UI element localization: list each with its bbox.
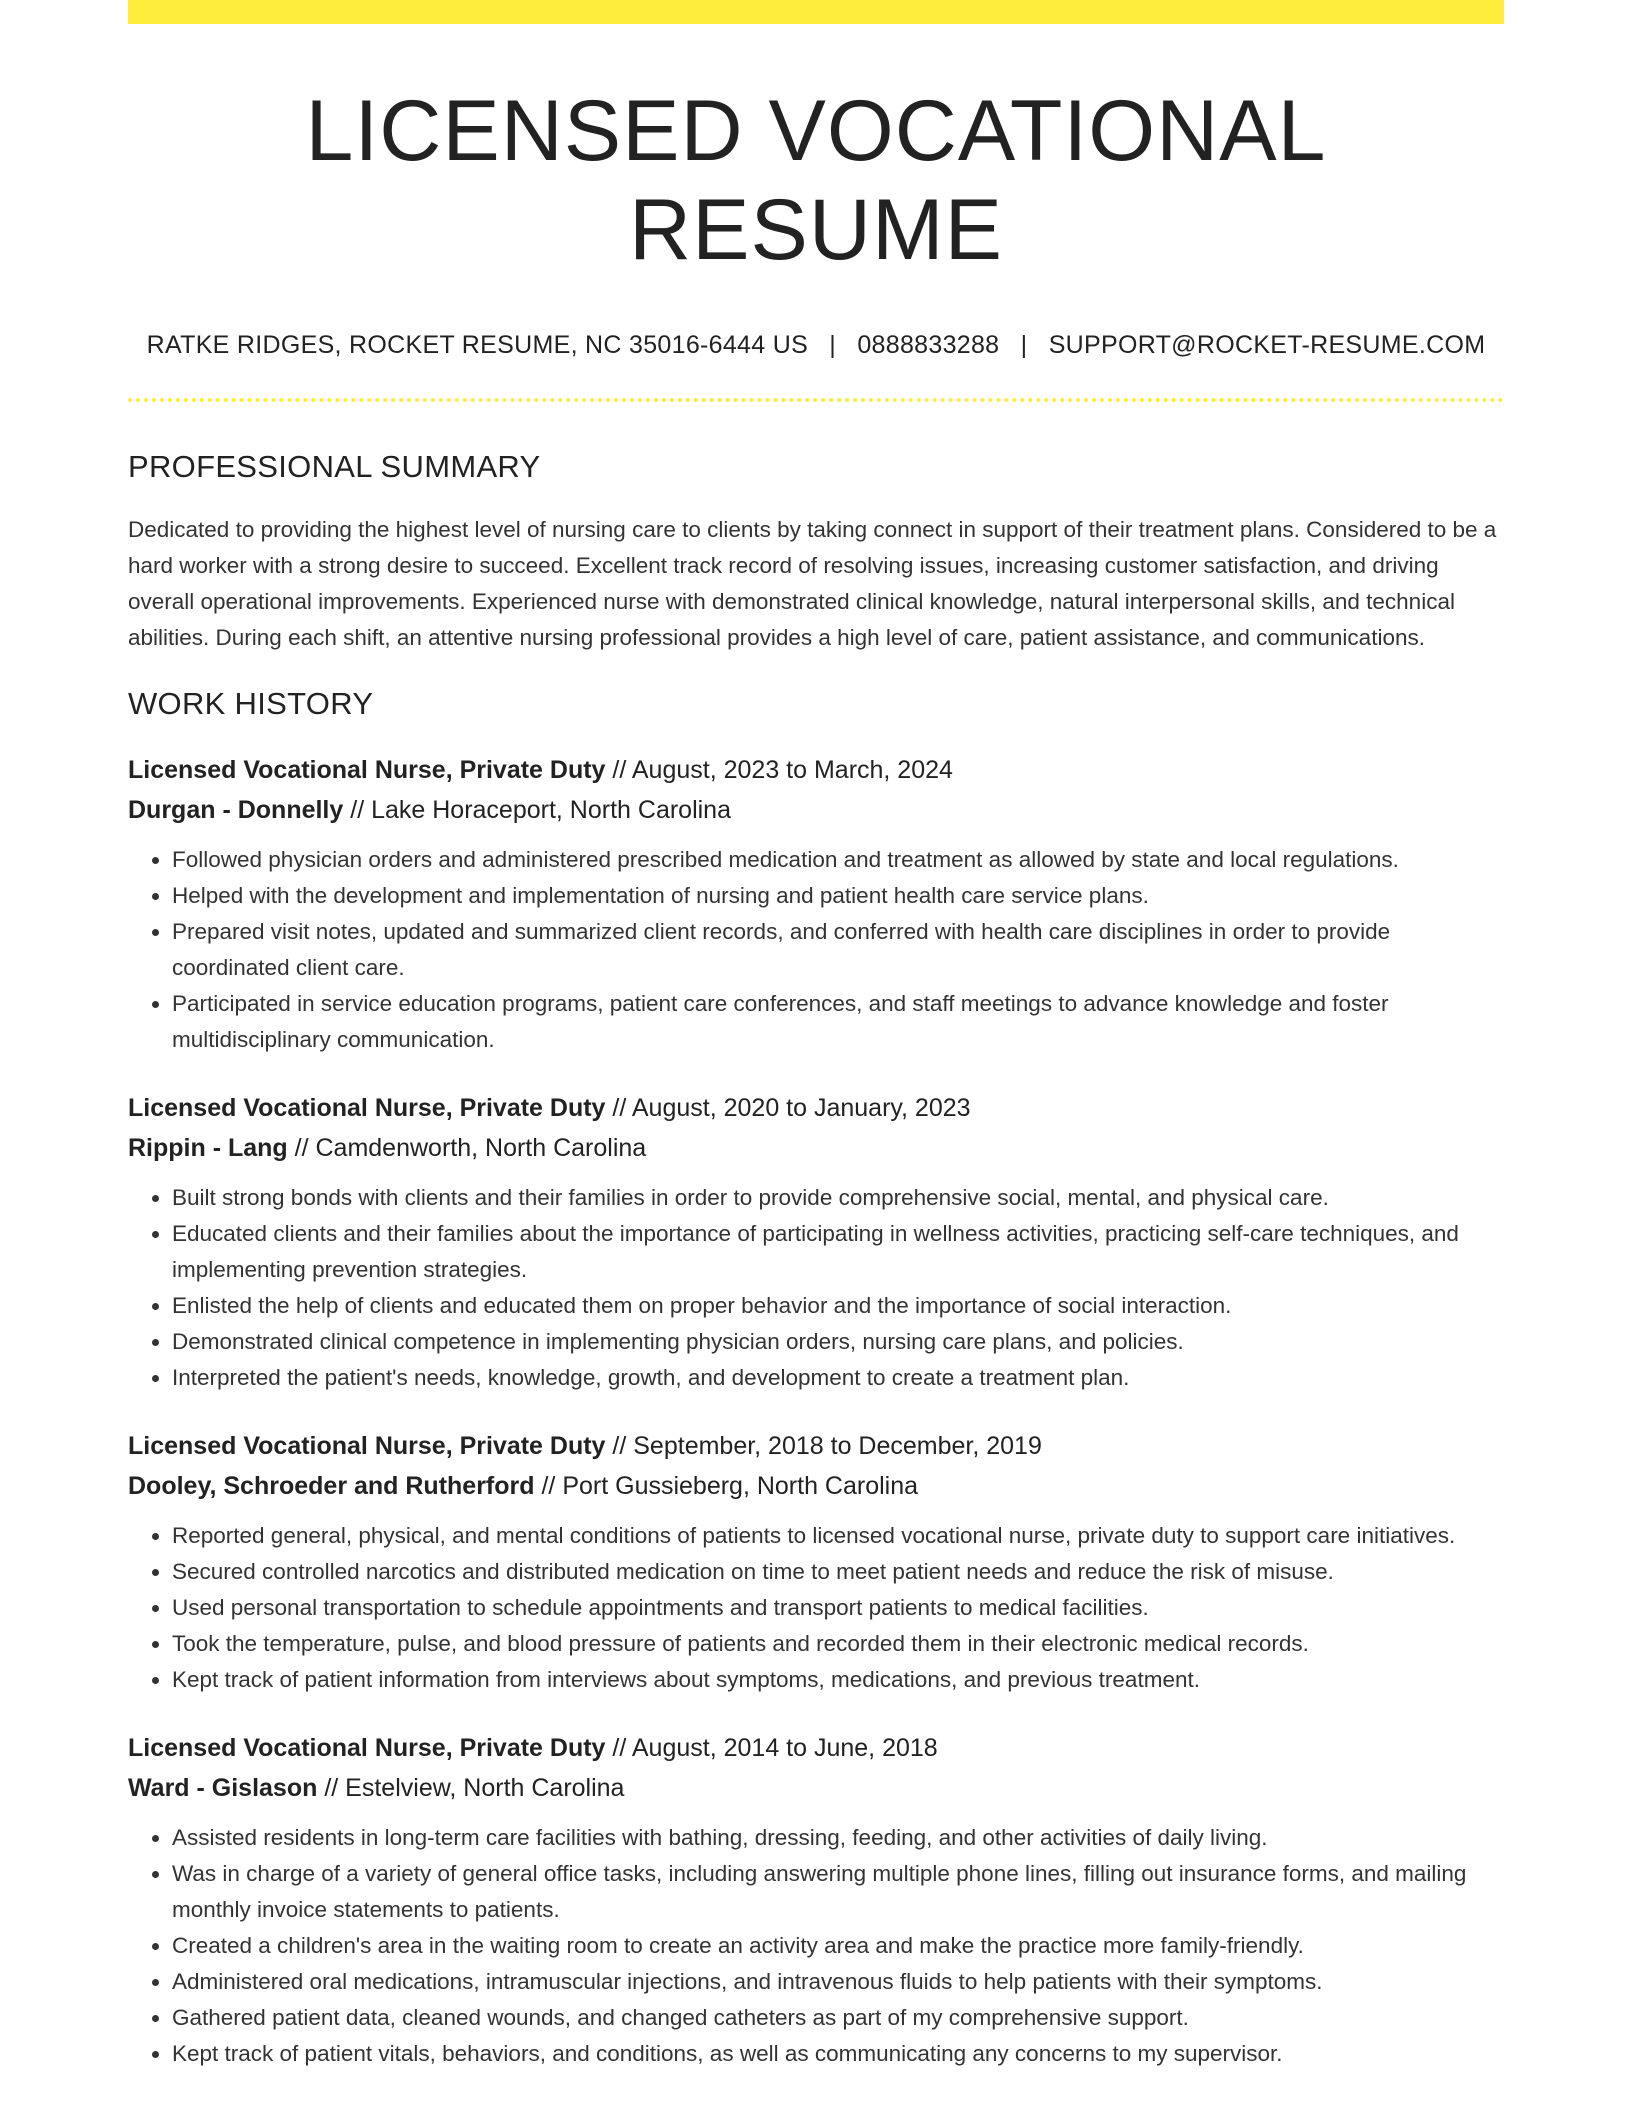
job-bullet: • Followed physician orders and administered prescribed medication and treatment as allowed by state and local regulations. bbox=[172, 842, 1504, 878]
job-company: Dooley, Schroeder and Rutherford bbox=[128, 1471, 535, 1500]
summary-text: Dedicated to providing the highest level of nursing care to clients by taking connect in support of their treatment plans. Considered to be a hard worker with a strong desire to succeed. Excellent track record of resolving issues, increasing customer satisfaction, and driving overall operational improvements. Experienced nurse with demonstrated clinical knowledge, natural interpersonal skills, and technical abilities. During each shift, an attentive nursing professional provides a high level of care, patient assistance, and communications. bbox=[128, 516, 1497, 650]
job-company: Ward - Gislason bbox=[128, 1773, 318, 1802]
job-entry bbox=[128, 1088, 1504, 1396]
job-company: Durgan - Donnelly bbox=[128, 795, 344, 824]
job-bullet: • Participated in service education programs, patient care conferences, and staff meetings to advance knowledge and foster multidisciplinary communication. bbox=[172, 986, 1504, 1058]
job-company-line bbox=[128, 1128, 1504, 1168]
contact-separator: | bbox=[1020, 330, 1028, 359]
job-bullet: • Helped with the development and implementation of nursing and patient health care service plans. bbox=[172, 878, 1504, 914]
dotted-divider bbox=[128, 398, 1504, 402]
job-dates: // August, 2014 to June, 2018 bbox=[612, 1733, 938, 1762]
job-dates: // August, 2020 to January, 2023 bbox=[612, 1093, 971, 1122]
work-history-heading: WORK HISTORY bbox=[128, 685, 374, 721]
job-bullet: • Kept track of patient vitals, behaviors, and conditions, as well as communicating any concerns to my supervisor. bbox=[172, 2036, 1504, 2072]
job-company-line bbox=[128, 1466, 1504, 1506]
job-title-line bbox=[128, 750, 1504, 790]
job-bullet-list bbox=[128, 1820, 1504, 2072]
job-entry bbox=[128, 1426, 1504, 1698]
contact-phone: 0888833288 bbox=[857, 330, 1000, 359]
contact-email: SUPPORT@ROCKET-RESUME.COM bbox=[1048, 330, 1486, 359]
job-bullet: • Was in charge of a variety of general office tasks, including answering multiple phone lines, filling out insurance forms, and mailing monthly invoice statements to patients. bbox=[172, 1856, 1504, 1928]
job-location: // Camdenworth, North Carolina bbox=[294, 1133, 647, 1162]
job-title-line bbox=[128, 1426, 1504, 1466]
job-bullet: • Took the temperature, pulse, and blood pressure of patients and recorded them in their electronic medical records. bbox=[172, 1626, 1504, 1662]
summary-heading: PROFESSIONAL SUMMARY bbox=[128, 448, 541, 484]
job-location: // Estelview, North Carolina bbox=[324, 1773, 625, 1802]
job-title-line bbox=[128, 1088, 1504, 1128]
job-title: Licensed Vocational Nurse, Private Duty bbox=[128, 755, 606, 784]
job-company-line bbox=[128, 790, 1504, 830]
job-bullet-list bbox=[128, 1518, 1504, 1698]
work-history-list bbox=[128, 750, 1504, 2072]
job-bullet: • Prepared visit notes, updated and summarized client records, and conferred with health care disciplines in order to provide coordinated client care. bbox=[172, 914, 1504, 986]
resume-title: LICENSED VOCATIONAL RESUME bbox=[305, 83, 1327, 278]
job-company: Rippin - Lang bbox=[128, 1133, 288, 1162]
job-bullet: • Reported general, physical, and mental conditions of patients to licensed vocational nurse, private duty to support care initiatives. bbox=[172, 1518, 1504, 1554]
job-bullet-list bbox=[128, 1180, 1504, 1396]
job-bullet: • Used personal transportation to schedule appointments and transport patients to medical facilities. bbox=[172, 1590, 1504, 1626]
job-dates: // September, 2018 to December, 2019 bbox=[612, 1431, 1042, 1460]
job-bullet-list bbox=[128, 842, 1504, 1058]
job-bullet: • Educated clients and their families about the importance of participating in wellness activities, practicing self-care techniques, and implementing prevention strategies. bbox=[172, 1216, 1504, 1288]
job-bullet: • Gathered patient data, cleaned wounds, and changed catheters as part of my comprehensive support. bbox=[172, 2000, 1504, 2036]
contact-separator: | bbox=[829, 330, 837, 359]
resume-page bbox=[128, 0, 1504, 2072]
job-bullet: • Interpreted the patient's needs, knowledge, growth, and development to create a treatment plan. bbox=[172, 1360, 1504, 1396]
job-bullet: • Assisted residents in long-term care facilities with bathing, dressing, feeding, and other activities of daily living. bbox=[172, 1820, 1504, 1856]
job-title: Licensed Vocational Nurse, Private Duty bbox=[128, 1431, 606, 1460]
job-bullet: • Created a children's area in the waiting room to create an activity area and make the practice more family-friendly. bbox=[172, 1928, 1504, 1964]
job-company-line bbox=[128, 1768, 1504, 1808]
job-entry bbox=[128, 1728, 1504, 2072]
contact-address: RATKE RIDGES, ROCKET RESUME, NC 35016-6444 US bbox=[146, 330, 809, 359]
contact-line bbox=[128, 330, 1504, 360]
job-location: // Lake Horaceport, North Carolina bbox=[350, 795, 731, 824]
job-entry bbox=[128, 750, 1504, 1058]
job-bullet: • Kept track of patient information from interviews about symptoms, medications, and previous treatment. bbox=[172, 1662, 1504, 1698]
job-bullet: • Administered oral medications, intramuscular injections, and intravenous fluids to help patients with their symptoms. bbox=[172, 1964, 1504, 2000]
job-bullet: • Built strong bonds with clients and their families in order to provide comprehensive social, mental, and physical care. bbox=[172, 1180, 1504, 1216]
job-bullet: • Enlisted the help of clients and educated them on proper behavior and the importance of social interaction. bbox=[172, 1288, 1504, 1324]
job-bullet: • Secured controlled narcotics and distributed medication on time to meet patient needs and reduce the risk of misuse. bbox=[172, 1554, 1504, 1590]
job-dates: // August, 2023 to March, 2024 bbox=[612, 755, 953, 784]
job-title: Licensed Vocational Nurse, Private Duty bbox=[128, 1093, 606, 1122]
job-title: Licensed Vocational Nurse, Private Duty bbox=[128, 1733, 606, 1762]
accent-bar bbox=[128, 0, 1504, 24]
job-bullet: • Demonstrated clinical competence in implementing physician orders, nursing care plans, and policies. bbox=[172, 1324, 1504, 1360]
job-location: // Port Gussieberg, North Carolina bbox=[541, 1471, 919, 1500]
job-title-line bbox=[128, 1728, 1504, 1768]
